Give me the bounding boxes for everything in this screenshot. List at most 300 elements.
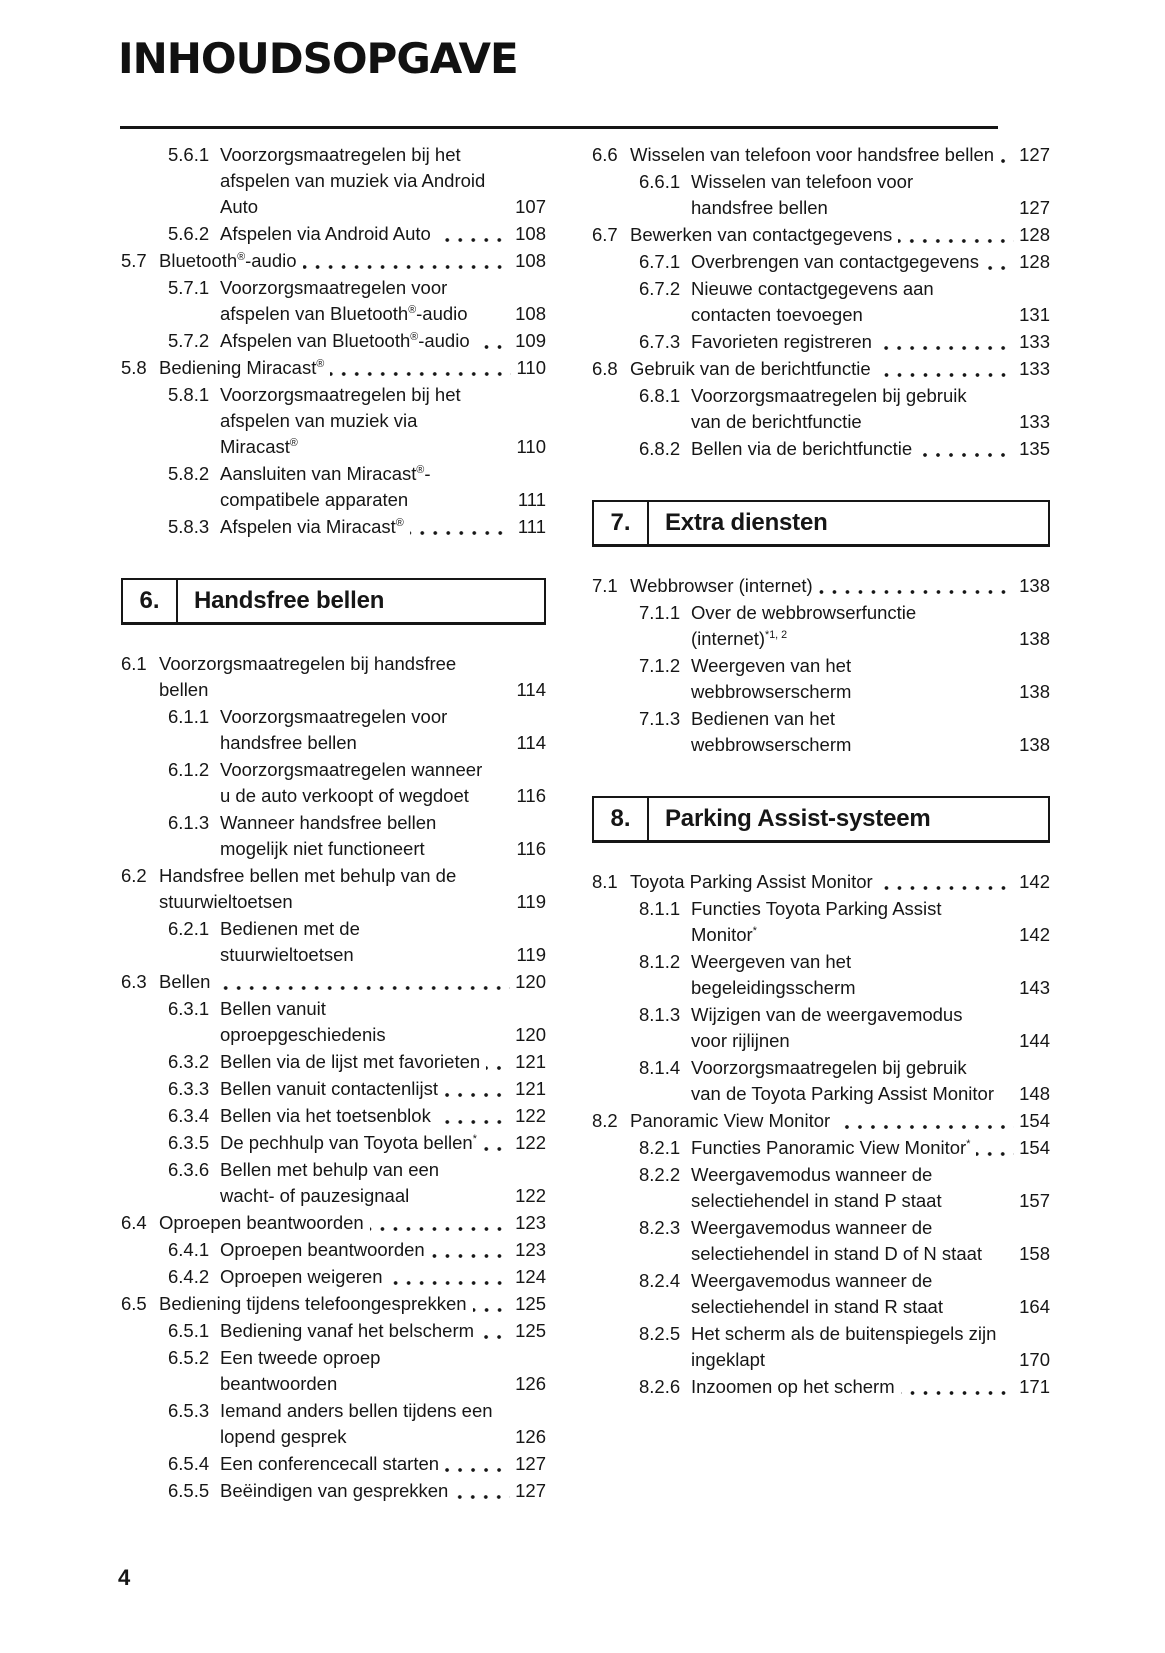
superscript: *	[966, 1137, 971, 1150]
toc-entry	[592, 600, 1050, 652]
entry-page-number: 133	[1019, 358, 1050, 379]
entry-title: Bediening tijdens telefoongesprekken	[159, 1293, 467, 1314]
entry-page-number: 138	[1019, 681, 1050, 702]
dot-leader	[1006, 749, 1014, 753]
entry-page-number: 108	[515, 250, 546, 271]
entry-page-number: 122	[515, 1132, 546, 1153]
dot-leader	[1006, 1258, 1014, 1262]
dot-leader	[1006, 1205, 1014, 1209]
entry-number: 6.6	[592, 144, 618, 165]
entry-page-number: 110	[516, 357, 546, 378]
toc-entry	[121, 248, 546, 274]
entry-page-number: 108	[515, 303, 546, 324]
entry-page-number: 111	[517, 489, 546, 510]
entry-title: Toyota Parking Assist Monitor	[630, 871, 873, 892]
entry-title: Iemand anders bellen tijdens een lopend gesprek	[220, 1400, 493, 1447]
toc-entry	[592, 436, 1050, 462]
dot-leader	[1006, 696, 1014, 700]
entry-page-number: 128	[1019, 224, 1050, 245]
superscript: ®	[410, 330, 419, 343]
entry-number: 5.8.3	[168, 516, 210, 537]
entry-number: 6.6.1	[639, 171, 681, 192]
entry-title: Oproepen beantwoorden	[159, 1212, 364, 1233]
entry-number: 8.2.6	[639, 1376, 681, 1397]
dot-leader	[370, 1227, 510, 1231]
toc-entry	[121, 1318, 546, 1344]
toc-entry	[592, 249, 1050, 275]
entry-title: Overbrengen van contactgegevens	[691, 251, 979, 272]
entry-number: 5.7.1	[168, 277, 210, 298]
entry-title: Afspelen van Bluetooth®-audio	[220, 330, 470, 351]
toc-entry	[121, 1103, 546, 1129]
entry-title: Bellen vanuit oproepgeschiedenis	[220, 998, 386, 1045]
entry-page-number: 142	[1019, 924, 1050, 945]
entry-title: Functies Panoramic View Monitor*	[691, 1137, 971, 1158]
superscript: *	[472, 1132, 477, 1145]
entry-page-number: 108	[515, 223, 546, 244]
entry-title: Weergeven van het begeleidingsscherm	[691, 951, 856, 998]
entry-page-number: 133	[1019, 331, 1050, 352]
entry-title: Weergavemodus wanneer de selectiehendel in stand R staat	[691, 1270, 943, 1317]
dot-leader	[445, 1468, 510, 1472]
entry-page-number: 123	[515, 1212, 546, 1233]
title-rule	[120, 126, 998, 129]
entry-number: 6.5	[121, 1293, 147, 1314]
toc-entry	[121, 514, 546, 540]
entry-number: 8.2.2	[639, 1164, 681, 1185]
toc-entry	[121, 275, 546, 327]
entry-number: 7.1.1	[639, 602, 681, 623]
entry-page-number: 109	[515, 330, 546, 351]
toc-entry	[592, 949, 1050, 1001]
toc-entry	[121, 355, 546, 381]
entry-page-number: 135	[1019, 438, 1050, 459]
dot-leader	[502, 1441, 510, 1445]
toc-entry	[121, 651, 546, 703]
entry-title: Bluetooth®-audio	[159, 250, 297, 271]
dot-leader	[216, 986, 510, 990]
entry-number: 5.6.2	[168, 223, 210, 244]
entry-number: 6.2	[121, 865, 147, 886]
dot-leader	[389, 1281, 511, 1285]
toc-entry	[121, 461, 546, 513]
superscript: *	[752, 924, 757, 937]
entry-title: Voorzorgsmaatregelen voor handsfree bellen	[220, 706, 448, 753]
dot-leader	[503, 747, 511, 751]
entry-number: 6.8	[592, 358, 618, 379]
entry-number: 6.5.4	[168, 1453, 210, 1474]
entry-number: 7.1.3	[639, 708, 681, 729]
entry-number: 5.8.2	[168, 463, 210, 484]
entry-title: Gebruik van de berichtfunctie	[630, 358, 871, 379]
dot-leader	[503, 504, 511, 508]
entry-page-number: 127	[515, 1480, 546, 1501]
dot-leader	[901, 1391, 1015, 1395]
dot-leader	[985, 266, 1014, 270]
toc-section-header	[121, 578, 546, 625]
dot-leader	[480, 1335, 510, 1339]
entry-number: 6.2.1	[168, 918, 210, 939]
toc	[121, 142, 1050, 1505]
entry-title: Bellen via de berichtfunctie	[691, 438, 913, 459]
entry-title: Afspelen via Miracast®	[220, 516, 404, 537]
entry-title: Beëindigen van gesprekken	[220, 1480, 449, 1501]
toc-entry	[121, 704, 546, 756]
dot-leader	[486, 1066, 510, 1070]
toc-entry	[592, 1002, 1050, 1054]
toc-entry	[592, 573, 1050, 599]
entry-title: Voorzorgsmaatregelen wanneer u de auto verkoopt of wegdoet	[220, 759, 483, 806]
entry-page-number: 121	[515, 1051, 546, 1072]
entry-number: 8.1.1	[639, 898, 681, 919]
section-title: Extra diensten	[665, 509, 828, 536]
toc-entry	[592, 1135, 1050, 1161]
dot-leader	[437, 1120, 510, 1124]
toc-column-left	[121, 142, 546, 1505]
toc-entry	[592, 222, 1050, 248]
toc-entry	[121, 863, 546, 915]
entry-number: 6.3.3	[168, 1078, 210, 1099]
entry-page-number: 142	[1019, 871, 1050, 892]
entry-page-number: 120	[515, 1024, 546, 1045]
entry-page-number: 114	[516, 679, 546, 700]
entry-number: 8.1.2	[639, 951, 681, 972]
superscript: *1, 2	[765, 628, 788, 641]
dot-leader	[976, 1152, 1014, 1156]
entry-number: 6.3.1	[168, 998, 210, 1019]
dot-leader	[476, 345, 511, 349]
entry-title: Functies Toyota Parking Assist Monitor*	[691, 898, 942, 945]
toc-entry	[592, 169, 1050, 221]
entry-title: Bediening vanaf het belscherm	[220, 1320, 475, 1341]
entry-title: Over de webbrowserfunctie (internet)$^{*1, 2}$	[691, 602, 917, 649]
dot-leader	[303, 265, 511, 269]
toc-entry	[121, 382, 546, 460]
entry-title: De pechhulp van Toyota bellen*	[220, 1132, 477, 1153]
toc-entry	[592, 1374, 1050, 1400]
toc-entry	[592, 706, 1050, 758]
entry-title: Voorzorgsmaatregelen bij gebruik van de Toyota Parking Assist Monitor	[691, 1057, 995, 1104]
toc-entry	[121, 810, 546, 862]
entry-page-number: 144	[1019, 1030, 1050, 1051]
entry-number: 6.5.2	[168, 1347, 210, 1368]
entry-number: 6.7.1	[639, 251, 681, 272]
superscript: ®	[237, 250, 246, 263]
dot-leader	[879, 886, 1014, 890]
toc-entry	[121, 1291, 546, 1317]
entry-number: 8.2.4	[639, 1270, 681, 1291]
toc-entry	[121, 969, 546, 995]
entry-number: 6.5.3	[168, 1400, 210, 1421]
entry-number: 8.2	[592, 1110, 618, 1131]
dot-leader	[330, 372, 511, 376]
toc-entry	[121, 1264, 546, 1290]
dot-leader	[502, 1200, 510, 1204]
toc-entry	[121, 1130, 546, 1156]
toc-entry	[592, 1055, 1050, 1107]
entry-page-number: 158	[1019, 1243, 1050, 1264]
dot-leader	[819, 590, 1014, 594]
entry-number: 8.2.3	[639, 1217, 681, 1238]
toc-section-header	[592, 500, 1050, 547]
entry-number: 5.6.1	[168, 144, 210, 165]
toc-entry	[121, 221, 546, 247]
toc-section-header	[592, 796, 1050, 843]
entry-title: Oproepen weigeren	[220, 1266, 383, 1287]
entry-title: Wanneer handsfree bellen mogelijk niet functioneert	[220, 812, 437, 859]
entry-number: 6.8.2	[639, 438, 681, 459]
entry-page-number: 131	[1019, 304, 1050, 325]
entry-page-number: 138	[1019, 575, 1050, 596]
entry-page-number: 154	[1019, 1110, 1050, 1131]
dot-leader	[1006, 426, 1014, 430]
entry-title: Voorzorgsmaatregelen bij handsfree bellen	[159, 653, 457, 700]
superscript: ®	[416, 463, 425, 476]
dot-leader	[877, 373, 1014, 377]
entry-number: 6.1.1	[168, 706, 210, 727]
entry-page-number: 116	[516, 838, 546, 859]
entry-title: Webbrowser (internet)	[630, 575, 813, 596]
entry-title: Weergavemodus wanneer de selectiehendel in stand P staat	[691, 1164, 942, 1211]
toc-entry	[592, 1321, 1050, 1373]
entry-page-number: 107	[515, 196, 546, 217]
entry-page-number: 127	[1019, 197, 1050, 218]
entry-number: 5.8.1	[168, 384, 210, 405]
dot-leader	[836, 1125, 1014, 1129]
toc-entry	[592, 142, 1050, 168]
entry-number: 8.1.4	[639, 1057, 681, 1078]
entry-number: 6.3.5	[168, 1132, 210, 1153]
entry-page-number: 124	[515, 1266, 546, 1287]
dot-leader	[1006, 1045, 1014, 1049]
entry-title: Bedienen van het webbrowserscherm	[691, 708, 852, 755]
entry-number: 7.1	[592, 575, 618, 596]
entry-page-number: 119	[516, 944, 546, 965]
entry-number: 5.7	[121, 250, 147, 271]
toc-entry	[121, 1345, 546, 1397]
entry-title: Bellen via het toetsenblok	[220, 1105, 431, 1126]
entry-page-number: 138	[1019, 628, 1050, 649]
entry-page-number: 171	[1019, 1376, 1050, 1397]
entry-title: Weergavemodus wanneer de selectiehendel in stand D of N staat	[691, 1217, 983, 1264]
entry-number: 6.7	[592, 224, 618, 245]
entry-title: Handsfree bellen met behulp van de stuurwieltoetsen	[159, 865, 457, 912]
entry-page-number: 133	[1019, 411, 1050, 432]
section-number: 8.	[594, 798, 649, 840]
toc-entry	[121, 142, 546, 220]
entry-page-number: 125	[515, 1293, 546, 1314]
entry-page-number: 143	[1019, 977, 1050, 998]
toc-entry	[592, 276, 1050, 328]
toc-entry	[592, 1108, 1050, 1134]
toc-entry	[592, 653, 1050, 705]
dot-leader	[1006, 1364, 1014, 1368]
toc-entry	[592, 356, 1050, 382]
entry-page-number: 116	[516, 785, 546, 806]
dot-leader	[502, 318, 510, 322]
dot-leader	[918, 453, 1014, 457]
entry-number: 6.8.1	[639, 385, 681, 406]
entry-page-number: 148	[1019, 1083, 1050, 1104]
entry-page-number: 111	[517, 516, 546, 537]
dot-leader	[1006, 319, 1014, 323]
entry-number: 6.1	[121, 653, 147, 674]
entry-title: Oproepen beantwoorden	[220, 1239, 425, 1260]
toc-entry	[121, 1210, 546, 1236]
entry-page-number: 114	[516, 732, 546, 753]
dot-leader	[503, 853, 511, 857]
entry-title: Bedienen met de stuurwieltoetsen	[220, 918, 360, 965]
superscript: ®	[395, 516, 404, 529]
entry-title: Het scherm als de buitenspiegels zijn ingeklapt	[691, 1323, 997, 1370]
entry-title: Voorzorgsmaatregelen bij gebruik van de berichtfunctie	[691, 385, 967, 432]
toc-entry	[121, 328, 546, 354]
entry-page-number: 119	[516, 891, 546, 912]
entry-title: Panoramic View Monitor	[630, 1110, 831, 1131]
entry-title: Bellen via de lijst met favorieten	[220, 1051, 481, 1072]
entry-title: Een tweede oproep beantwoorden	[220, 1347, 381, 1394]
entry-number: 6.5.5	[168, 1480, 210, 1501]
entry-page-number: 121	[515, 1078, 546, 1099]
toc-entry	[592, 1162, 1050, 1214]
section-number: 7.	[594, 502, 649, 544]
entry-title: Inzoomen op het scherm	[691, 1376, 895, 1397]
entry-number: 6.3.4	[168, 1105, 210, 1126]
dot-leader	[502, 211, 510, 215]
entry-number: 6.4.1	[168, 1239, 210, 1260]
dot-leader	[483, 1147, 510, 1151]
entry-number: 6.3.6	[168, 1159, 210, 1180]
entry-title: Wisselen van telefoon voor handsfree bellen	[691, 171, 914, 218]
entry-number: 6.4	[121, 1212, 147, 1233]
dot-leader	[1006, 939, 1014, 943]
dot-leader	[1006, 1311, 1014, 1315]
toc-entry	[592, 1215, 1050, 1267]
entry-title: Afspelen via Android Auto	[220, 223, 431, 244]
entry-title: Nieuwe contactgegevens aan contacten toevoegen	[691, 278, 934, 325]
toc-entry	[121, 916, 546, 968]
section-title: Parking Assist-systeem	[665, 805, 931, 832]
dot-leader	[1006, 1098, 1014, 1102]
superscript: ®	[408, 303, 417, 316]
toc-entry	[592, 383, 1050, 435]
dot-leader	[502, 1388, 510, 1392]
entry-page-number: 125	[515, 1320, 546, 1341]
entry-page-number: 122	[515, 1105, 546, 1126]
dot-leader	[444, 1093, 510, 1097]
dot-leader	[503, 694, 511, 698]
entry-number: 5.7.2	[168, 330, 210, 351]
entry-number: 6.1.3	[168, 812, 210, 833]
dot-leader	[878, 346, 1014, 350]
entry-title: Bewerken van contactgegevens	[630, 224, 893, 245]
toc-entry	[121, 1398, 546, 1450]
entry-title: Voorzorgsmaatregelen voor afspelen van Bluetooth®-audio	[220, 277, 468, 324]
superscript: ®	[316, 357, 325, 370]
entry-title: Wijzigen van de weergavemodus voor rijlijnen	[691, 1004, 963, 1051]
entry-page-number: 126	[515, 1426, 546, 1447]
entry-title: Weergeven van het webbrowserscherm	[691, 655, 852, 702]
toc-entry	[121, 1076, 546, 1102]
entry-page-number: 127	[515, 1453, 546, 1474]
entry-page-number: 110	[516, 436, 546, 457]
dot-leader	[1006, 643, 1014, 647]
entry-number: 8.2.1	[639, 1137, 681, 1158]
toc-entry	[592, 329, 1050, 355]
entry-page-number: 170	[1019, 1349, 1050, 1370]
dot-leader	[410, 531, 511, 535]
section-title: Handsfree bellen	[194, 587, 385, 614]
entry-page-number: 157	[1019, 1190, 1050, 1211]
entry-page-number: 120	[515, 971, 546, 992]
dot-leader	[503, 800, 511, 804]
entry-page-number: 154	[1019, 1137, 1050, 1158]
toc-entry	[592, 896, 1050, 948]
dot-leader	[502, 1039, 510, 1043]
entry-number: 6.3.2	[168, 1051, 210, 1072]
toc-column-right	[592, 142, 1050, 1505]
entry-number: 6.1.2	[168, 759, 210, 780]
dot-leader	[454, 1495, 510, 1499]
dot-leader	[898, 239, 1014, 243]
entry-number: 7.1.2	[639, 655, 681, 676]
entry-page-number: 123	[515, 1239, 546, 1260]
dot-leader	[473, 1308, 511, 1312]
dot-leader	[503, 959, 511, 963]
entry-number: 8.2.5	[639, 1323, 681, 1344]
toc-entry	[121, 1478, 546, 1504]
toc-entry	[121, 1157, 546, 1209]
entry-title: Bellen met behulp van een wacht- of pauzesignaal	[220, 1159, 440, 1206]
entry-page-number: 138	[1019, 734, 1050, 755]
dot-leader	[1000, 159, 1014, 163]
entry-page-number: 127	[1019, 144, 1050, 165]
dot-leader	[1006, 212, 1014, 216]
entry-title: Bediening Miracast®	[159, 357, 325, 378]
entry-page-number: 126	[515, 1373, 546, 1394]
superscript: ®	[289, 436, 298, 449]
entry-number: 6.7.3	[639, 331, 681, 352]
entry-title: Bellen	[159, 971, 211, 992]
entry-number: 6.5.1	[168, 1320, 210, 1341]
dot-leader	[503, 906, 511, 910]
toc-entry	[121, 757, 546, 809]
entry-page-number: 122	[515, 1185, 546, 1206]
entry-title: Favorieten registreren	[691, 331, 872, 352]
section-number: 6.	[123, 580, 178, 622]
entry-number: 6.7.2	[639, 278, 681, 299]
dot-leader	[503, 451, 511, 455]
entry-number: 8.1.3	[639, 1004, 681, 1025]
toc-entry	[121, 1237, 546, 1263]
footer-page-number: 4	[118, 1565, 131, 1590]
dot-leader	[1006, 992, 1014, 996]
dot-leader	[437, 238, 510, 242]
entry-title: Een conferencecall starten	[220, 1453, 440, 1474]
entry-title: Wisselen van telefoon voor handsfree bellen	[630, 144, 995, 165]
toc-entry	[592, 1268, 1050, 1320]
entry-title: Voorzorgsmaatregelen bij het afspelen van muziek via Android Auto	[220, 144, 486, 217]
entry-number: 8.1	[592, 871, 618, 892]
entry-number: 6.4.2	[168, 1266, 210, 1287]
page-title: INHOUDSOPGAVE	[118, 34, 518, 83]
toc-entry	[121, 1049, 546, 1075]
toc-entry	[121, 996, 546, 1048]
entry-title: Voorzorgsmaatregelen bij het afspelen van muziek via Miracast®	[220, 384, 461, 457]
dot-leader	[431, 1254, 510, 1258]
entry-title: Bellen vanuit contactenlijst	[220, 1078, 439, 1099]
entry-number: 5.8	[121, 357, 147, 378]
